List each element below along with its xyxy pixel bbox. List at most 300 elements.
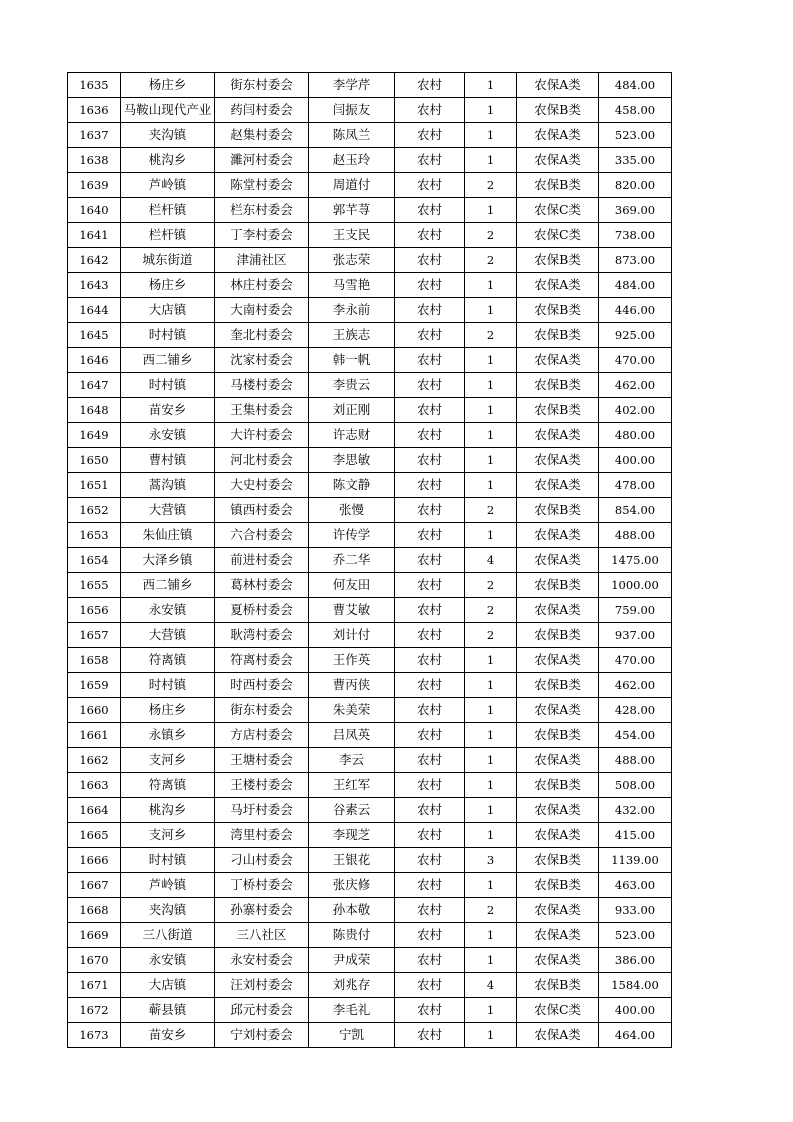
village-committee-cell: 街东村委会 — [215, 73, 309, 98]
assistance-category-cell: 农保A类 — [517, 473, 599, 498]
recipient-name-cell: 乔二华 — [309, 548, 395, 573]
recipient-name-cell: 陈文静 — [309, 473, 395, 498]
village-committee-cell: 大南村委会 — [215, 298, 309, 323]
village-committee-cell: 前进村委会 — [215, 548, 309, 573]
household-size-cell: 1 — [465, 148, 517, 173]
serial-number-cell: 1643 — [68, 273, 121, 298]
amount-cell: 428.00 — [599, 698, 672, 723]
household-size-cell: 1 — [465, 823, 517, 848]
assistance-category-cell: 农保B类 — [517, 573, 599, 598]
area-type-cell: 农村 — [395, 223, 465, 248]
area-type-cell: 农村 — [395, 973, 465, 998]
household-size-cell: 1 — [465, 98, 517, 123]
household-size-cell: 2 — [465, 323, 517, 348]
table-row — [68, 848, 672, 873]
area-type-cell: 农村 — [395, 798, 465, 823]
serial-number-cell: 1659 — [68, 673, 121, 698]
township-cell: 杨庄乡 — [121, 273, 215, 298]
assistance-category-cell: 农保A类 — [517, 448, 599, 473]
area-type-cell: 农村 — [395, 923, 465, 948]
serial-number-cell: 1669 — [68, 923, 121, 948]
recipient-name-cell: 刘正刚 — [309, 398, 395, 423]
village-committee-cell: 汪刘村委会 — [215, 973, 309, 998]
recipient-name-cell: 李贵云 — [309, 373, 395, 398]
household-size-cell: 1 — [465, 723, 517, 748]
recipient-name-cell: 李现芝 — [309, 823, 395, 848]
assistance-category-cell: 农保B类 — [517, 723, 599, 748]
assistance-category-cell: 农保B类 — [517, 673, 599, 698]
amount-cell: 402.00 — [599, 398, 672, 423]
serial-number-cell: 1667 — [68, 873, 121, 898]
serial-number-cell: 1666 — [68, 848, 121, 873]
recipient-name-cell: 韩一帆 — [309, 348, 395, 373]
recipient-name-cell: 刘兆存 — [309, 973, 395, 998]
village-committee-cell: 六合村委会 — [215, 523, 309, 548]
recipient-name-cell: 许传学 — [309, 523, 395, 548]
serial-number-cell: 1661 — [68, 723, 121, 748]
amount-cell: 400.00 — [599, 448, 672, 473]
area-type-cell: 农村 — [395, 573, 465, 598]
township-cell: 杨庄乡 — [121, 73, 215, 98]
amount-cell: 478.00 — [599, 473, 672, 498]
township-cell: 时村镇 — [121, 373, 215, 398]
recipient-name-cell: 朱美荣 — [309, 698, 395, 723]
table-row — [68, 348, 672, 373]
assistance-category-cell: 农保B类 — [517, 848, 599, 873]
area-type-cell: 农村 — [395, 373, 465, 398]
village-committee-cell: 马圩村委会 — [215, 798, 309, 823]
household-size-cell: 1 — [465, 398, 517, 423]
household-size-cell: 1 — [465, 198, 517, 223]
recipient-name-cell: 尹成荣 — [309, 948, 395, 973]
amount-cell: 488.00 — [599, 523, 672, 548]
area-type-cell: 农村 — [395, 948, 465, 973]
area-type-cell: 农村 — [395, 123, 465, 148]
household-size-cell: 1 — [465, 473, 517, 498]
township-cell: 朱仙庄镇 — [121, 523, 215, 548]
village-committee-cell: 大史村委会 — [215, 473, 309, 498]
assistance-category-cell: 农保B类 — [517, 173, 599, 198]
household-size-cell: 2 — [465, 498, 517, 523]
assistance-category-cell: 农保A类 — [517, 73, 599, 98]
area-type-cell: 农村 — [395, 723, 465, 748]
table-row — [68, 73, 672, 98]
household-size-cell: 4 — [465, 973, 517, 998]
village-committee-cell: 马楼村委会 — [215, 373, 309, 398]
amount-cell: 415.00 — [599, 823, 672, 848]
table-row — [68, 448, 672, 473]
amount-cell: 738.00 — [599, 223, 672, 248]
serial-number-cell: 1644 — [68, 298, 121, 323]
village-committee-cell: 津浦社区 — [215, 248, 309, 273]
area-type-cell: 农村 — [395, 273, 465, 298]
serial-number-cell: 1664 — [68, 798, 121, 823]
serial-number-cell: 1660 — [68, 698, 121, 723]
area-type-cell: 农村 — [395, 523, 465, 548]
assistance-category-cell: 农保A类 — [517, 698, 599, 723]
amount-cell: 933.00 — [599, 898, 672, 923]
assistance-category-cell: 农保A类 — [517, 648, 599, 673]
household-size-cell: 2 — [465, 898, 517, 923]
amount-cell: 454.00 — [599, 723, 672, 748]
assistance-category-cell: 农保A类 — [517, 348, 599, 373]
township-cell: 马鞍山现代产业 — [121, 98, 215, 123]
assistance-category-cell: 农保A类 — [517, 923, 599, 948]
area-type-cell: 农村 — [395, 673, 465, 698]
recipient-name-cell: 刘计付 — [309, 623, 395, 648]
serial-number-cell: 1662 — [68, 748, 121, 773]
amount-cell: 463.00 — [599, 873, 672, 898]
household-size-cell: 1 — [465, 773, 517, 798]
area-type-cell: 农村 — [395, 848, 465, 873]
village-committee-cell: 王楼村委会 — [215, 773, 309, 798]
recipient-name-cell: 周道付 — [309, 173, 395, 198]
table-row — [68, 798, 672, 823]
amount-cell: 464.00 — [599, 1023, 672, 1048]
table-row — [68, 248, 672, 273]
table-row — [68, 423, 672, 448]
assistance-category-cell: 农保A类 — [517, 823, 599, 848]
village-committee-cell: 药闫村委会 — [215, 98, 309, 123]
area-type-cell: 农村 — [395, 348, 465, 373]
assistance-category-cell: 农保A类 — [517, 898, 599, 923]
recipient-name-cell: 谷素云 — [309, 798, 395, 823]
village-committee-cell: 奎北村委会 — [215, 323, 309, 348]
household-size-cell: 3 — [465, 848, 517, 873]
assistance-category-cell: 农保B类 — [517, 323, 599, 348]
township-cell: 时村镇 — [121, 848, 215, 873]
serial-number-cell: 1672 — [68, 998, 121, 1023]
amount-cell: 523.00 — [599, 123, 672, 148]
area-type-cell: 农村 — [395, 1023, 465, 1048]
area-type-cell: 农村 — [395, 623, 465, 648]
amount-cell: 925.00 — [599, 323, 672, 348]
recipient-name-cell: 郭芊荨 — [309, 198, 395, 223]
recipient-name-cell: 李学芹 — [309, 73, 395, 98]
assistance-category-cell: 农保C类 — [517, 223, 599, 248]
serial-number-cell: 1651 — [68, 473, 121, 498]
village-committee-cell: 永安村委会 — [215, 948, 309, 973]
assistance-category-cell: 农保A类 — [517, 748, 599, 773]
amount-cell: 458.00 — [599, 98, 672, 123]
township-cell: 时村镇 — [121, 673, 215, 698]
table-row — [68, 123, 672, 148]
serial-number-cell: 1673 — [68, 1023, 121, 1048]
serial-number-cell: 1653 — [68, 523, 121, 548]
amount-cell: 1139.00 — [599, 848, 672, 873]
amount-cell: 1000.00 — [599, 573, 672, 598]
amount-cell: 480.00 — [599, 423, 672, 448]
assistance-category-cell: 农保A类 — [517, 273, 599, 298]
township-cell: 大泽乡镇 — [121, 548, 215, 573]
township-cell: 大店镇 — [121, 298, 215, 323]
township-cell: 永安镇 — [121, 598, 215, 623]
table-row — [68, 548, 672, 573]
table-row — [68, 948, 672, 973]
assistance-category-cell: 农保C类 — [517, 998, 599, 1023]
assistance-category-cell: 农保B类 — [517, 773, 599, 798]
assistance-category-cell: 农保B类 — [517, 498, 599, 523]
village-committee-cell: 丁李村委会 — [215, 223, 309, 248]
recipient-name-cell: 曹丙侠 — [309, 673, 395, 698]
serial-number-cell: 1641 — [68, 223, 121, 248]
township-cell: 夹沟镇 — [121, 123, 215, 148]
village-committee-cell: 河北村委会 — [215, 448, 309, 473]
amount-cell: 484.00 — [599, 273, 672, 298]
serial-number-cell: 1638 — [68, 148, 121, 173]
area-type-cell: 农村 — [395, 448, 465, 473]
table-row — [68, 173, 672, 198]
township-cell: 三八街道 — [121, 923, 215, 948]
table-row — [68, 523, 672, 548]
township-cell: 城东街道 — [121, 248, 215, 273]
table-row — [68, 648, 672, 673]
table-row — [68, 723, 672, 748]
amount-cell: 446.00 — [599, 298, 672, 323]
assistance-category-cell: 农保B类 — [517, 248, 599, 273]
village-committee-cell: 刁山村委会 — [215, 848, 309, 873]
recipient-name-cell: 李毛礼 — [309, 998, 395, 1023]
recipient-name-cell: 马雪艳 — [309, 273, 395, 298]
village-committee-cell: 湾里村委会 — [215, 823, 309, 848]
household-size-cell: 2 — [465, 598, 517, 623]
serial-number-cell: 1652 — [68, 498, 121, 523]
village-committee-cell: 街东村委会 — [215, 698, 309, 723]
area-type-cell: 农村 — [395, 748, 465, 773]
table-row — [68, 923, 672, 948]
serial-number-cell: 1650 — [68, 448, 121, 473]
amount-cell: 508.00 — [599, 773, 672, 798]
household-size-cell: 4 — [465, 548, 517, 573]
village-committee-cell: 方店村委会 — [215, 723, 309, 748]
village-committee-cell: 陈堂村委会 — [215, 173, 309, 198]
amount-cell: 470.00 — [599, 648, 672, 673]
household-size-cell: 1 — [465, 423, 517, 448]
household-size-cell: 1 — [465, 648, 517, 673]
recipient-name-cell: 曹艾敏 — [309, 598, 395, 623]
household-size-cell: 1 — [465, 673, 517, 698]
table-row — [68, 373, 672, 398]
assistance-category-cell: 农保A类 — [517, 523, 599, 548]
table-row — [68, 498, 672, 523]
table-row — [68, 1023, 672, 1048]
recipient-name-cell: 王族志 — [309, 323, 395, 348]
serial-number-cell: 1658 — [68, 648, 121, 673]
household-size-cell: 1 — [465, 298, 517, 323]
assistance-category-cell: 农保B类 — [517, 98, 599, 123]
table-row — [68, 823, 672, 848]
township-cell: 永镇乡 — [121, 723, 215, 748]
serial-number-cell: 1647 — [68, 373, 121, 398]
village-committee-cell: 三八社区 — [215, 923, 309, 948]
serial-number-cell: 1654 — [68, 548, 121, 573]
household-size-cell: 1 — [465, 348, 517, 373]
area-type-cell: 农村 — [395, 173, 465, 198]
township-cell: 曹村镇 — [121, 448, 215, 473]
assistance-category-cell: 农保A类 — [517, 598, 599, 623]
recipient-name-cell: 何友田 — [309, 573, 395, 598]
recipient-name-cell: 王红军 — [309, 773, 395, 798]
serial-number-cell: 1636 — [68, 98, 121, 123]
household-size-cell: 1 — [465, 1023, 517, 1048]
amount-cell: 820.00 — [599, 173, 672, 198]
assistance-category-cell: 农保B类 — [517, 298, 599, 323]
table-row — [68, 973, 672, 998]
table-row — [68, 223, 672, 248]
area-type-cell: 农村 — [395, 648, 465, 673]
amount-cell: 484.00 — [599, 73, 672, 98]
township-cell: 大营镇 — [121, 623, 215, 648]
household-size-cell: 2 — [465, 573, 517, 598]
recipient-name-cell: 王支民 — [309, 223, 395, 248]
amount-cell: 873.00 — [599, 248, 672, 273]
recipient-name-cell: 宁凯 — [309, 1023, 395, 1048]
township-cell: 桃沟乡 — [121, 798, 215, 823]
table-row — [68, 773, 672, 798]
area-type-cell: 农村 — [395, 698, 465, 723]
table-row — [68, 898, 672, 923]
village-committee-cell: 栏东村委会 — [215, 198, 309, 223]
area-type-cell: 农村 — [395, 423, 465, 448]
township-cell: 大营镇 — [121, 498, 215, 523]
area-type-cell: 农村 — [395, 998, 465, 1023]
table-row — [68, 298, 672, 323]
allowance-table — [67, 72, 672, 1048]
household-size-cell: 1 — [465, 448, 517, 473]
serial-number-cell: 1663 — [68, 773, 121, 798]
amount-cell: 854.00 — [599, 498, 672, 523]
serial-number-cell: 1671 — [68, 973, 121, 998]
township-cell: 芦岭镇 — [121, 173, 215, 198]
township-cell: 蒿沟镇 — [121, 473, 215, 498]
area-type-cell: 农村 — [395, 873, 465, 898]
township-cell: 栏杆镇 — [121, 198, 215, 223]
township-cell: 桃沟乡 — [121, 148, 215, 173]
township-cell: 西二铺乡 — [121, 573, 215, 598]
recipient-name-cell: 孙本敬 — [309, 898, 395, 923]
amount-cell: 335.00 — [599, 148, 672, 173]
recipient-name-cell: 陈贵付 — [309, 923, 395, 948]
amount-cell: 470.00 — [599, 348, 672, 373]
township-cell: 符离镇 — [121, 648, 215, 673]
amount-cell: 523.00 — [599, 923, 672, 948]
village-committee-cell: 时西村委会 — [215, 673, 309, 698]
amount-cell: 1584.00 — [599, 973, 672, 998]
table-row — [68, 398, 672, 423]
assistance-category-cell: 农保A类 — [517, 948, 599, 973]
township-cell: 符离镇 — [121, 773, 215, 798]
assistance-category-cell: 农保B类 — [517, 623, 599, 648]
table-row — [68, 873, 672, 898]
recipient-name-cell: 李思敏 — [309, 448, 395, 473]
serial-number-cell: 1635 — [68, 73, 121, 98]
recipient-name-cell: 李永前 — [309, 298, 395, 323]
table-row — [68, 998, 672, 1023]
area-type-cell: 农村 — [395, 148, 465, 173]
village-committee-cell: 镇西村委会 — [215, 498, 309, 523]
township-cell: 永安镇 — [121, 423, 215, 448]
area-type-cell: 农村 — [395, 473, 465, 498]
recipient-name-cell: 张庆修 — [309, 873, 395, 898]
area-type-cell: 农村 — [395, 548, 465, 573]
assistance-category-cell: 农保A类 — [517, 123, 599, 148]
table-row — [68, 323, 672, 348]
recipient-name-cell: 许志财 — [309, 423, 395, 448]
recipient-name-cell: 闫振友 — [309, 98, 395, 123]
household-size-cell: 1 — [465, 948, 517, 973]
table-body — [68, 73, 672, 1048]
serial-number-cell: 1645 — [68, 323, 121, 348]
serial-number-cell: 1670 — [68, 948, 121, 973]
area-type-cell: 农村 — [395, 298, 465, 323]
assistance-category-cell: 农保B类 — [517, 373, 599, 398]
household-size-cell: 1 — [465, 998, 517, 1023]
village-committee-cell: 葛林村委会 — [215, 573, 309, 598]
serial-number-cell: 1655 — [68, 573, 121, 598]
table-row — [68, 573, 672, 598]
assistance-category-cell: 农保B类 — [517, 973, 599, 998]
household-size-cell: 1 — [465, 123, 517, 148]
township-cell: 支河乡 — [121, 823, 215, 848]
village-committee-cell: 王塘村委会 — [215, 748, 309, 773]
amount-cell: 462.00 — [599, 373, 672, 398]
recipient-name-cell: 李云 — [309, 748, 395, 773]
recipient-name-cell: 赵玉玲 — [309, 148, 395, 173]
area-type-cell: 农村 — [395, 498, 465, 523]
recipient-name-cell: 陈凤兰 — [309, 123, 395, 148]
household-size-cell: 1 — [465, 523, 517, 548]
area-type-cell: 农村 — [395, 773, 465, 798]
household-size-cell: 2 — [465, 623, 517, 648]
township-cell: 蕲县镇 — [121, 998, 215, 1023]
serial-number-cell: 1665 — [68, 823, 121, 848]
village-committee-cell: 王集村委会 — [215, 398, 309, 423]
recipient-name-cell: 张慢 — [309, 498, 395, 523]
serial-number-cell: 1648 — [68, 398, 121, 423]
table-row — [68, 148, 672, 173]
serial-number-cell: 1640 — [68, 198, 121, 223]
household-size-cell: 1 — [465, 923, 517, 948]
amount-cell: 462.00 — [599, 673, 672, 698]
village-committee-cell: 赵集村委会 — [215, 123, 309, 148]
table-row — [68, 673, 672, 698]
amount-cell: 1475.00 — [599, 548, 672, 573]
area-type-cell: 农村 — [395, 598, 465, 623]
assistance-category-cell: 农保A类 — [517, 1023, 599, 1048]
household-size-cell: 2 — [465, 248, 517, 273]
table-row — [68, 473, 672, 498]
table-row — [68, 198, 672, 223]
recipient-name-cell: 吕凤英 — [309, 723, 395, 748]
area-type-cell: 农村 — [395, 198, 465, 223]
area-type-cell: 农村 — [395, 898, 465, 923]
township-cell: 永安镇 — [121, 948, 215, 973]
table-row — [68, 698, 672, 723]
serial-number-cell: 1642 — [68, 248, 121, 273]
table-row — [68, 623, 672, 648]
township-cell: 西二铺乡 — [121, 348, 215, 373]
amount-cell: 386.00 — [599, 948, 672, 973]
village-committee-cell: 沈家村委会 — [215, 348, 309, 373]
table-row — [68, 598, 672, 623]
amount-cell: 937.00 — [599, 623, 672, 648]
township-cell: 夹沟镇 — [121, 898, 215, 923]
area-type-cell: 农村 — [395, 248, 465, 273]
serial-number-cell: 1656 — [68, 598, 121, 623]
township-cell: 支河乡 — [121, 748, 215, 773]
assistance-category-cell: 农保A类 — [517, 548, 599, 573]
area-type-cell: 农村 — [395, 323, 465, 348]
